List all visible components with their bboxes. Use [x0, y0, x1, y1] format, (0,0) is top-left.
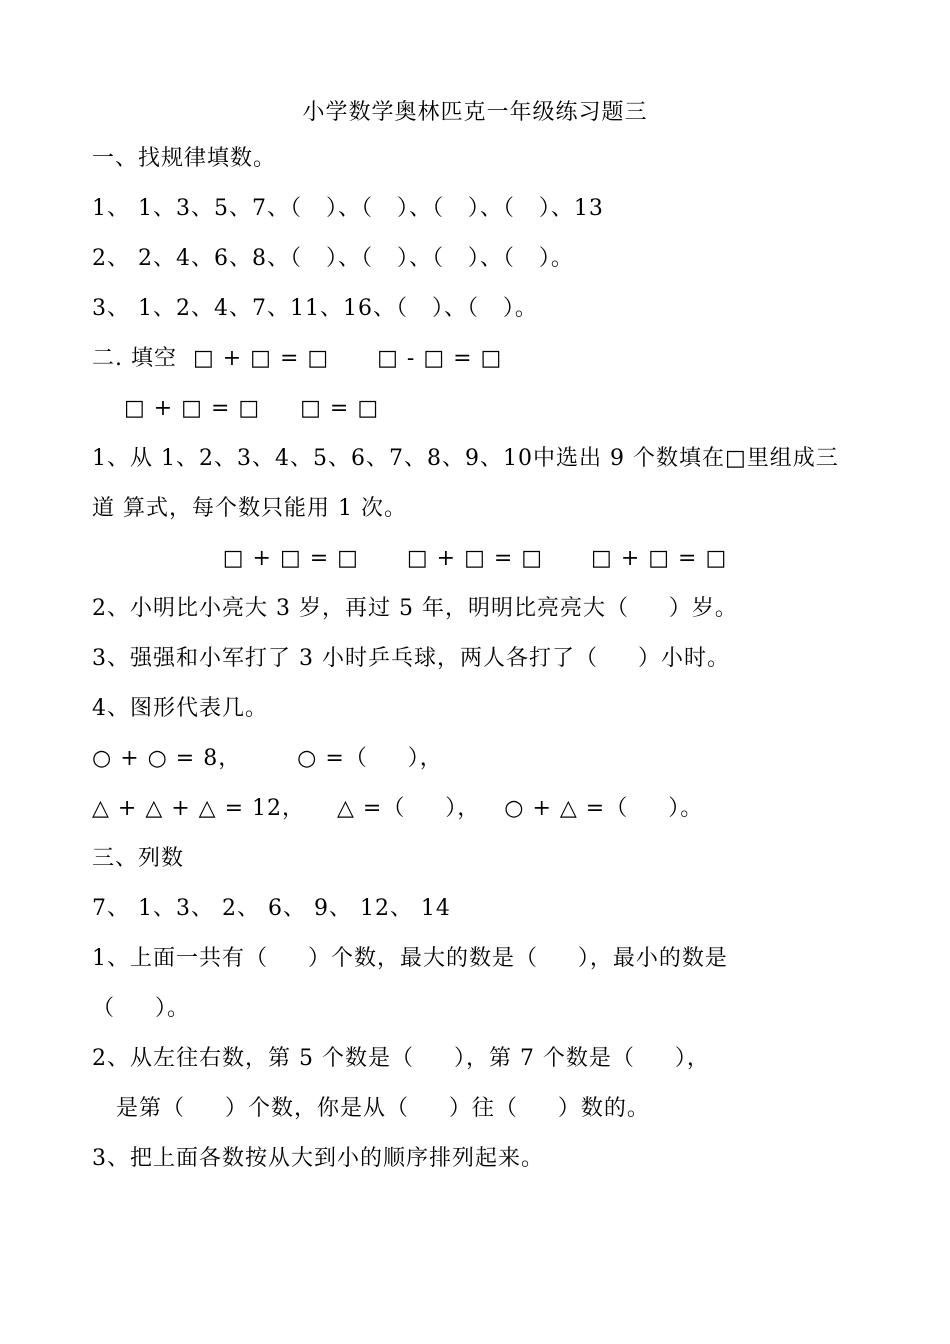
question-line: 1、上面一共有（ ）个数，最大的数是（ ），最小的数是 [92, 946, 728, 971]
number-sequence: 7、 1、3、 2、 6、 9、 12、 14 [92, 896, 451, 921]
question-line: 3、把上面各数按从大到小的顺序排列起来。 [92, 1146, 544, 1171]
question-line: 3、强强和小军打了 3 小时乒乓球，两人各打了（ ）小时。 [92, 646, 730, 671]
section-heading-1: 一、找规律填数。 [92, 146, 277, 171]
shape-equation: ○ + ○ = 8， ○ =（ ）， [92, 746, 443, 771]
question-line: 1、从 1、2、3、4、5、6、7、8、9、10中选出 9 个数填在□里组成三 [92, 446, 839, 471]
question-line: 是第（ ）个数，你是从（ ）往（ ）数的。 [92, 1096, 650, 1121]
section-heading-3: 三、列数 [92, 846, 185, 871]
question-line: 1、 1、3、5、7、（ ）、（ ）、（ ）、（ ）、13 [92, 196, 604, 221]
shape-equation: △ + △ + △ = 12， △ =（ ）， ○ + △ =（ ）。 [92, 796, 704, 821]
question-line: 2、小明比小亮大 3 岁，再过 5 年，明明比亮亮大（ ）岁。 [92, 596, 738, 621]
page-title: 小学数学奥林匹克一年级练习题三 [302, 100, 648, 125]
question-line: □ + □ = □ □ = □ [92, 396, 380, 421]
question-line: 2、从左往右数，第 5 个数是（ ），第 7 个数是（ ）， [92, 1046, 710, 1071]
equation-row: □ + □ = □ □ + □ = □ □ + □ = □ [222, 546, 728, 571]
question-line: 道 算式，每个数只能用 1 次。 [92, 496, 407, 521]
section-heading-2: 二. 填空 □ + □ = □ □ - □ = □ [92, 346, 503, 371]
question-line: （ ）。 [92, 996, 190, 1021]
question-line: 3、 1、2、4、7、11、16、（ ）、（ ）。 [92, 296, 538, 321]
question-line: 4、图形代表几。 [92, 696, 268, 721]
question-line: 2、 2、4、6、8、（ ）、（ ）、（ ）、（ ）。 [92, 246, 574, 271]
